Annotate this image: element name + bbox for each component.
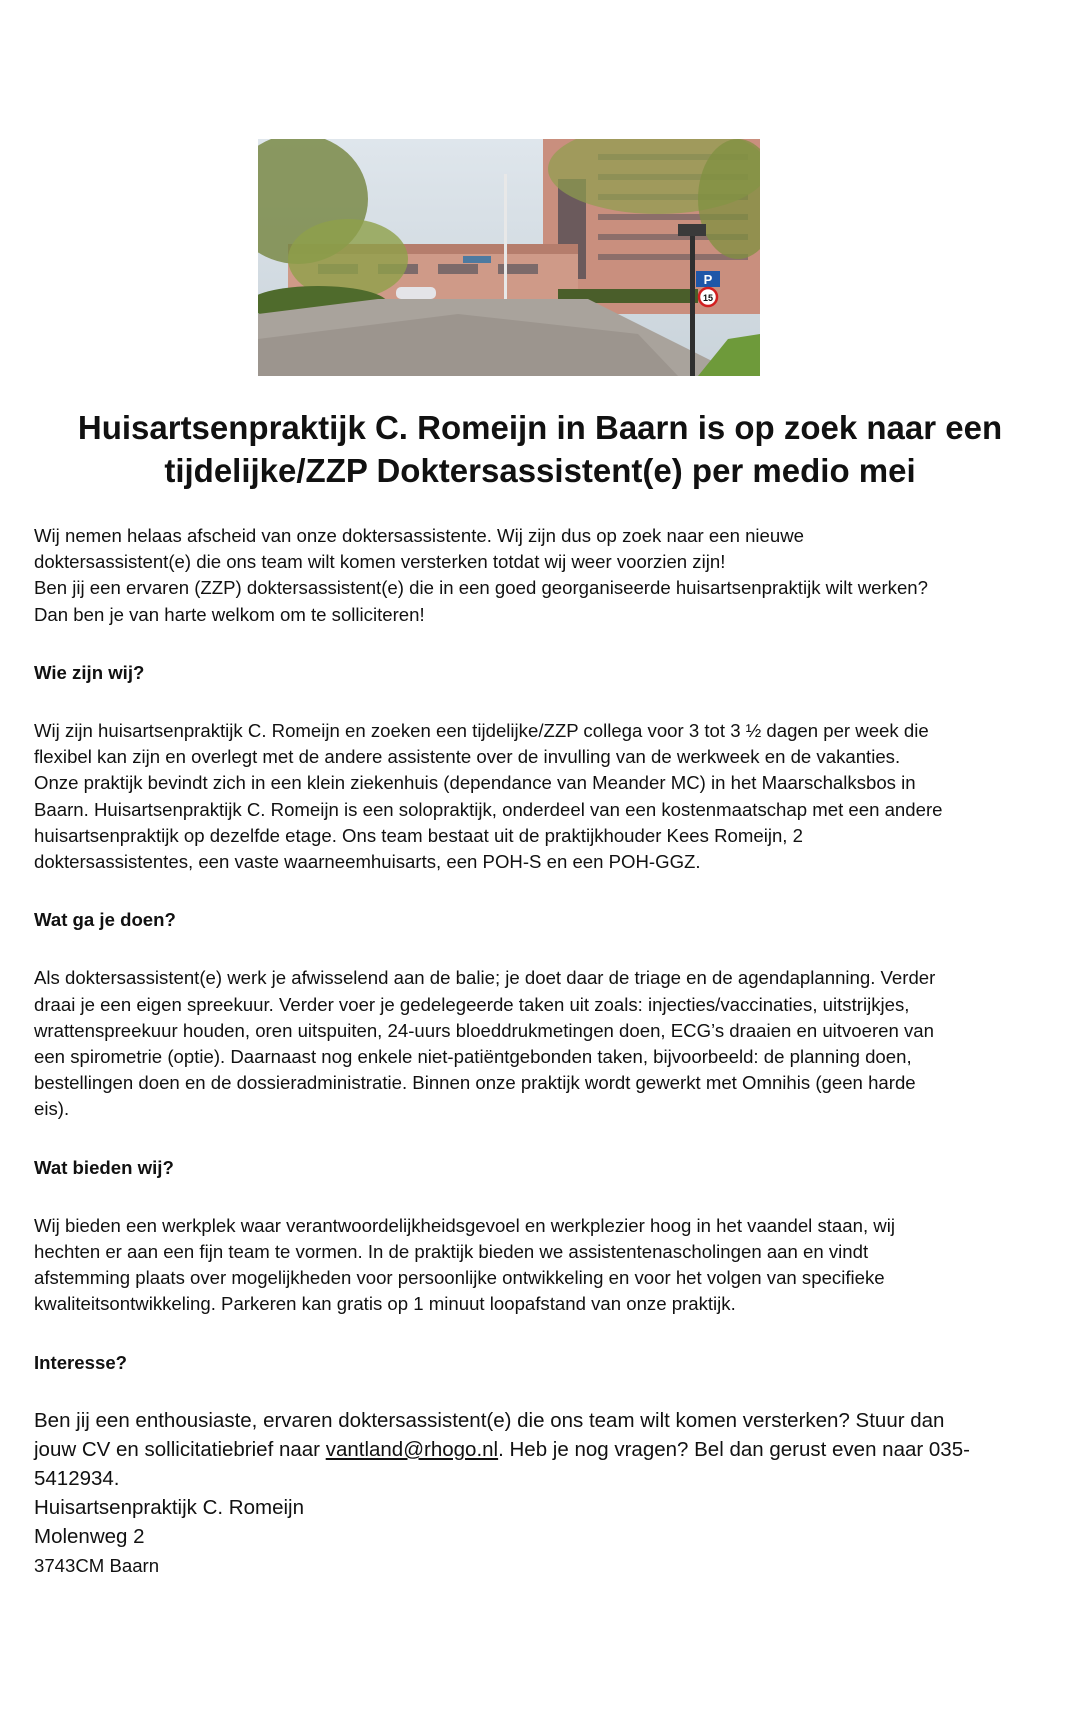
section1-line: huisartsenpraktijk op dezelfde etage. Ons team bestaat uit de praktijkhouder Kees Romeijn, 2 xyxy=(34,824,803,846)
title-line-1: Huisartsenpraktijk C. Romeijn in Baarn is op zoek naar een xyxy=(77,409,1003,446)
hospital-building-photo xyxy=(258,139,760,376)
section-heading-wie-zijn-wij: Wie zijn wij? xyxy=(34,661,145,683)
section2-line: bestellingen doen en de dossieradministratie. Binnen onze praktijk wordt gewerkt met Omnihis (geen harde xyxy=(34,1072,916,1094)
section1-line: Onze praktijk bevindt zich in een klein ziekenhuis (dependance van Meander MC) in het Maarschalksbos in xyxy=(34,772,916,794)
parking-sign-text: P xyxy=(703,272,713,287)
contact-line-3: 5412934. xyxy=(34,1466,120,1490)
section2-line: een spirometrie (optie). Daarnaast nog enkele niet-patiëntgebonden taken, bijvoorbeeld: de planning doen, xyxy=(34,1046,912,1068)
address-city: 3743CM Baarn xyxy=(34,1554,160,1576)
vacancy-body xyxy=(34,523,1044,1580)
section3-line: hechten er aan een fijn team te vormen. In de praktijk bieden we assistentenascholingen aan en vindt xyxy=(34,1241,869,1263)
section2-line: draai je een eigen spreekuur. Verder voer je gedelegeerde taken uit zoals: injecties/vaccinaties, uitstrijkjes, xyxy=(34,993,910,1015)
title-line-2: tijdelijke/ZZP Doktersassistent(e) per medio mei xyxy=(164,452,916,489)
section2-line: Als doktersassistent(e) werk je afwisselend aan de balie; je doet daar de triage en de agendaplanning. Verder xyxy=(34,967,936,989)
intro-line-1: Wij nemen helaas afscheid van onze doktersassistente. Wij zijn dus op zoek naar een nieuwe xyxy=(34,525,804,546)
intro-line-2: doktersassistent(e) die ons team wilt komen versterken totdat wij weer voorzien zijn! xyxy=(34,551,726,573)
speed-sign-text: 15 xyxy=(702,293,714,303)
section3-line: Wij bieden een werkplek waar verantwoordelijkheidsgevoel en werkplezier hoog in het vaandel staan, wij xyxy=(34,1214,895,1236)
section1-line: Baarn. Huisartsenpraktijk C. Romeijn is een solopraktijk, onderdeel van een kostenmaatschap met een andere xyxy=(34,798,943,820)
section1-line: doktersassistentes, een vaste waarneemhuisarts, een POH-S en een POH-GGZ. xyxy=(34,851,701,873)
contact-block xyxy=(34,1406,1044,1580)
section-heading-wat-bieden-wij: Wat bieden wij? xyxy=(34,1156,174,1178)
intro-line-4: Dan ben je van harte welkom om te solliciteren! xyxy=(34,603,425,625)
contact-line-2-pre: jouw CV en sollicitatiebrief naar xyxy=(34,1437,326,1461)
section3-line: kwaliteitsontwikkeling. Parkeren kan gratis op 1 minuut loopafstand van onze praktijk. xyxy=(34,1293,736,1315)
section2-line: eis). xyxy=(34,1098,70,1120)
section-heading-interesse: Interesse? xyxy=(34,1351,128,1373)
section2-line: wrattenspreekuur houden, oren uitspuiten, 24-uurs bloeddrukmetingen doen, ECG’s draaien en uitvoeren van xyxy=(34,1019,934,1041)
contact-line-2 xyxy=(34,1435,1044,1464)
section3-line: afstemming plaats over mogelijkheden voor persoonlijke ontwikkeling en voor het volgen van specifieke xyxy=(34,1267,885,1289)
address-street: Molenweg 2 xyxy=(34,1524,145,1548)
page-title xyxy=(40,406,1040,492)
intro-line-3: Ben jij een ervaren (ZZP) doktersassistent(e) die in een goed georganiseerde huisartsenpraktijk wilt werken? xyxy=(34,577,928,599)
header-photo xyxy=(258,139,760,376)
address-name: Huisartsenpraktijk C. Romeijn xyxy=(34,1495,305,1519)
section-heading-wat-ga-je-doen: Wat ga je doen? xyxy=(34,909,176,931)
section1-line: flexibel kan zijn en overlegt met de andere assistente over de invulling van de werkweek en de vakanties. xyxy=(34,746,901,768)
contact-line-2-post: . Heb je nog vragen? Bel dan gerust even naar 035- xyxy=(498,1437,970,1461)
email-link[interactable]: vantland@rhogo.nl xyxy=(325,1437,499,1461)
section1-line: Wij zijn huisartsenpraktijk C. Romeijn en zoeken een tijdelijke/ZZP collega voor 3 tot 3 ½ dagen per week die xyxy=(34,720,929,742)
contact-line-1: Ben jij een enthousiaste, ervaren doktersassistent(e) die ons team wilt komen versterken? Stuur dan xyxy=(34,1408,945,1432)
